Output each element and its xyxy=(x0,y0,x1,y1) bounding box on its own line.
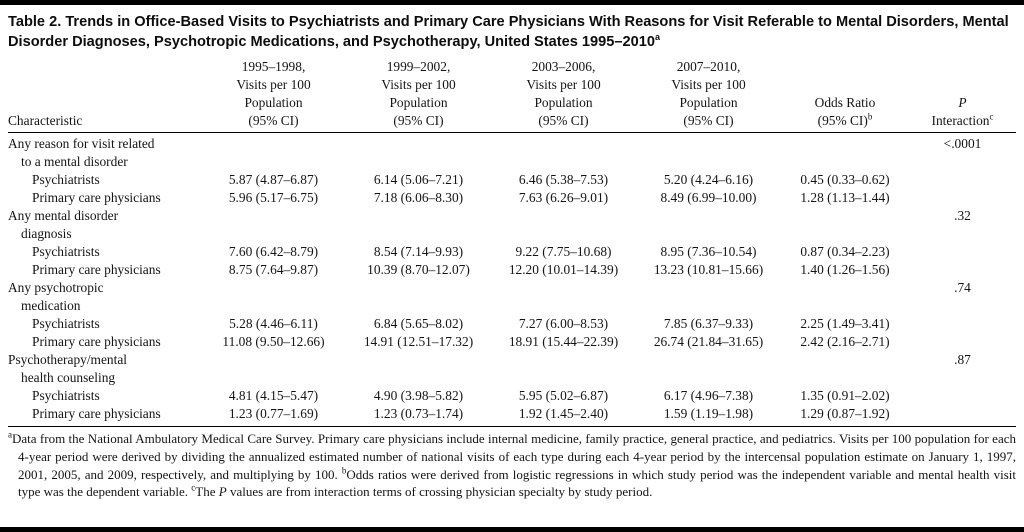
footnote-b-text: Odds ratios were derived from logistic regressions in which study period was the independent variable and mental health visit type was the dependent variable. xyxy=(18,466,1016,500)
group-label: Any psychotropic xyxy=(8,280,104,295)
table-row xyxy=(8,243,1016,261)
cell-value: 7.18 (6.06–8.30) xyxy=(373,190,464,205)
row-label: Primary care physicians xyxy=(32,262,161,277)
group-label: Any mental disorder xyxy=(8,208,119,223)
p-interaction-value: .32 xyxy=(954,208,971,223)
footnote-c-marker: c xyxy=(191,483,196,494)
group-header-row-continuation xyxy=(8,369,1016,387)
cell-value: 2.42 (2.16–2.71) xyxy=(800,334,890,349)
cell-value: 18.91 (15.44–22.39) xyxy=(508,334,619,349)
group-header-row xyxy=(8,351,1016,369)
table-row xyxy=(8,315,1016,333)
cell-value: 9.22 (7.75–10.68) xyxy=(515,244,612,259)
header-line: Population xyxy=(389,95,448,110)
p-interaction-value: .74 xyxy=(954,280,971,295)
header-line: Odds Ratio xyxy=(814,95,876,110)
group-label-continuation: to a mental disorder xyxy=(21,154,128,169)
row-label: Psychiatrists xyxy=(32,244,100,259)
table-header-row xyxy=(8,56,1016,133)
table-row xyxy=(8,405,1016,423)
header-line: 1999–2002, xyxy=(386,59,451,74)
footnote-c-italic-p: P xyxy=(218,484,227,500)
table-row xyxy=(8,261,1016,279)
cell-value: 5.20 (4.24–6.16) xyxy=(663,172,754,187)
cell-value: 6.14 (5.06–7.21) xyxy=(373,172,464,187)
cell-value: 1.29 (0.87–1.92) xyxy=(800,406,890,421)
cell-value: 4.81 (4.15–5.47) xyxy=(228,388,319,403)
cell-value: 11.08 (9.50–12.66) xyxy=(222,334,325,349)
header-line: 2007–2010, xyxy=(676,59,741,74)
table-row xyxy=(8,387,1016,405)
group-header-row-continuation xyxy=(8,225,1016,243)
table-row xyxy=(8,333,1016,351)
cell-value: 8.75 (7.64–9.87) xyxy=(228,262,319,277)
group-header-row-continuation xyxy=(8,153,1016,171)
cell-value: 1.92 (1.45–2.40) xyxy=(518,406,609,421)
p-interaction-superscript: c xyxy=(989,111,994,122)
column-header-characteristic: Characteristic xyxy=(8,113,83,128)
header-line: Population xyxy=(679,95,738,110)
column-header-period-2003-2006 xyxy=(491,58,636,130)
cell-value: 13.23 (10.81–15.66) xyxy=(653,262,764,277)
cell-value: 10.39 (8.70–12.07) xyxy=(367,262,470,277)
p-interaction-value: <.0001 xyxy=(943,136,982,151)
group-label-continuation: medication xyxy=(21,298,81,313)
table-row xyxy=(8,189,1016,207)
cell-value: 8.54 (7.14–9.93) xyxy=(373,244,464,259)
header-line: (95% CI) xyxy=(248,113,299,128)
row-label: Psychiatrists xyxy=(32,316,100,331)
header-line: Visits per 100 xyxy=(526,77,601,92)
table-title-superscript: a xyxy=(654,32,660,43)
group-label-continuation: health counseling xyxy=(21,370,116,385)
footnote-a-marker: a xyxy=(8,429,12,440)
cell-value: 6.17 (4.96–7.38) xyxy=(663,388,754,403)
header-line: 1995–1998, xyxy=(241,59,306,74)
cell-value: 1.23 (0.73–1.74) xyxy=(373,406,464,421)
cell-value: 6.46 (5.38–7.53) xyxy=(518,172,609,187)
cell-value: 26.74 (21.84–31.65) xyxy=(653,334,764,349)
footnote-b-marker: b xyxy=(341,465,347,476)
column-header-p-interaction xyxy=(909,94,1016,130)
cell-value: 8.95 (7.36–10.54) xyxy=(660,244,757,259)
cell-value: 6.84 (5.65–8.02) xyxy=(373,316,464,331)
row-label: Primary care physicians xyxy=(32,334,161,349)
cell-value: 4.90 (3.98–5.82) xyxy=(373,388,464,403)
footnote-c-text-pre: The xyxy=(195,484,219,500)
cell-value: 8.49 (6.99–10.00) xyxy=(660,190,757,205)
cell-value: 5.95 (5.02–6.87) xyxy=(518,388,609,403)
cell-value: 7.60 (6.42–8.79) xyxy=(228,244,319,259)
header-line: Visits per 100 xyxy=(236,77,311,92)
header-line: P xyxy=(958,95,967,110)
row-label: Psychiatrists xyxy=(32,388,100,403)
cell-value: 1.59 (1.19–1.98) xyxy=(663,406,754,421)
cell-value: 1.23 (0.77–1.69) xyxy=(228,406,319,421)
group-header-row-continuation xyxy=(8,297,1016,315)
group-label-continuation: diagnosis xyxy=(21,226,72,241)
footnote-paragraph xyxy=(8,430,1016,501)
header-line: (95% CI) xyxy=(683,113,734,128)
cell-value: 7.63 (6.26–9.01) xyxy=(518,190,609,205)
header-line: (95% CI) xyxy=(393,113,444,128)
cell-value: 14.91 (12.51–17.32) xyxy=(363,334,474,349)
column-header-period-1999-2002 xyxy=(346,58,491,130)
cell-value: 12.20 (10.01–14.39) xyxy=(508,262,619,277)
cell-value: 5.87 (4.87–6.87) xyxy=(228,172,319,187)
cell-value: 0.45 (0.33–0.62) xyxy=(800,172,890,187)
header-line: Population xyxy=(534,95,593,110)
cell-value: 1.28 (1.13–1.44) xyxy=(800,190,890,205)
table-body xyxy=(8,133,1016,425)
header-line: Interaction$^c$ xyxy=(931,111,994,128)
header-line: (95% CI)$^b$ xyxy=(817,111,873,128)
header-line: Population xyxy=(244,95,303,110)
cell-value: 7.85 (6.37–9.33) xyxy=(663,316,754,331)
row-label: Primary care physicians xyxy=(32,190,161,205)
p-interaction-value: .87 xyxy=(954,352,971,367)
table-title-text: Table 2. Trends in Office-Based Visits to Psychiatrists and Primary Care Physicians With Reasons for Visit Referable to Mental Disorders, Mental Disorder Diagnoses, Psychotropic Medications, and Psychotherapy, United States 1995–2010 xyxy=(8,14,1009,50)
footnote-a-text: Data from the National Ambulatory Medical Care Survey. Primary care physicians include internal medicine, family practice, general practice, and pediatrics. Visits per 100 population for each 4-year period were derived by dividing the annualized estimated number of national visits of each type during each 4-year period by the intercensal population estimate on January 1, 1997, 2001, 2005, and 2009, respectively, and multiplying by 100. xyxy=(12,431,1016,482)
cell-value: 1.35 (0.91–2.02) xyxy=(800,388,890,403)
row-label: Psychiatrists xyxy=(32,172,100,187)
group-label: Psychotherapy/mental xyxy=(8,352,127,367)
footnote-c-text: values are from interaction terms of crossing physician specialty by study period. xyxy=(226,484,653,500)
cell-value: 1.40 (1.26–1.56) xyxy=(800,262,890,277)
cell-value: 2.25 (1.49–3.41) xyxy=(800,316,890,331)
cell-value: 5.96 (5.17–6.75) xyxy=(228,190,319,205)
table-row xyxy=(8,171,1016,189)
header-line: Visits per 100 xyxy=(671,77,746,92)
table-footnotes xyxy=(8,426,1016,501)
cell-value: 5.28 (4.46–6.11) xyxy=(229,316,318,331)
table-title xyxy=(8,12,1016,52)
header-line: Visits per 100 xyxy=(381,77,456,92)
group-label: Any reason for visit related xyxy=(8,136,155,151)
odds-ratio-superscript: b xyxy=(867,111,873,122)
row-label: Primary care physicians xyxy=(32,406,161,421)
cell-value: 0.87 (0.34–2.23) xyxy=(800,244,890,259)
column-header-period-1995-1998 xyxy=(201,58,346,130)
column-header-period-2007-2010 xyxy=(636,58,781,130)
group-header-row xyxy=(8,279,1016,297)
header-line: 2003–2006, xyxy=(531,59,596,74)
cell-value: 7.27 (6.00–8.53) xyxy=(518,316,609,331)
group-header-row xyxy=(8,207,1016,225)
column-header-odds-ratio xyxy=(781,94,909,130)
header-line: (95% CI) xyxy=(538,113,589,128)
group-header-row xyxy=(8,135,1016,153)
